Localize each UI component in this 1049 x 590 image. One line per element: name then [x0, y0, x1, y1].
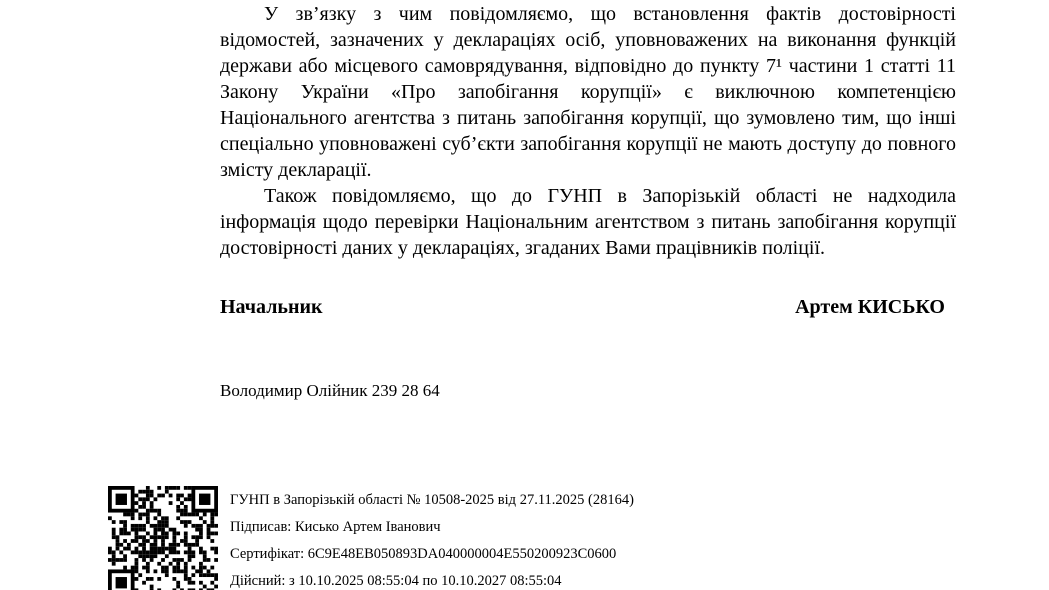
- stamp-signer: Підписав: Кисько Артем Іванович: [230, 519, 441, 535]
- digital-signature-stamp: [108, 486, 634, 590]
- stamp-text-block: [230, 486, 634, 590]
- stamp-certificate: Сертифікат: 6C9E48EB050893DA040000004E550200923C0600: [230, 546, 617, 562]
- stamp-document-reference: ГУНП в Запорізькій області № 10508-2025 від 27.11.2025 (28164): [230, 492, 634, 508]
- executor-contact: Володимир Олійник 239 28 64: [220, 381, 440, 400]
- qr-code-icon: [108, 486, 218, 590]
- stamp-validity: Дійсний: з 10.10.2025 08:55:04 по 10.10.2027 08:55:04: [230, 573, 562, 589]
- signatory-name: Артем КИСЬКО: [795, 296, 945, 318]
- signature-row: [220, 296, 945, 319]
- letter-paragraph: Також повідомляємо, що до ГУНП в Запорізькій області не надходила інформація щодо перевірки Національним агентством з питань запобігання корупції достовірності даних у деклараціях, згаданих Вами працівників поліції.: [220, 185, 956, 259]
- letter-body: [220, 1, 956, 261]
- letter-paragraph: У зв’язку з чим повідомляємо, що встановлення фактів достовірності відомостей, зазначених у деклараціях осіб, уповноважених на виконання функцій держави або місцевого самоврядування, відповідно до пункту 7¹ частини 1 статті 11 Закону України «Про запобігання корупції» є виключною компетенцією Національного агентства з питань запобігання корупції, що зумовлено тим, що інші спеціально уповноважені суб’єкти запобігання корупції не мають доступу до повного змісту декларації.: [220, 3, 956, 181]
- signatory-position: Начальник: [220, 296, 323, 318]
